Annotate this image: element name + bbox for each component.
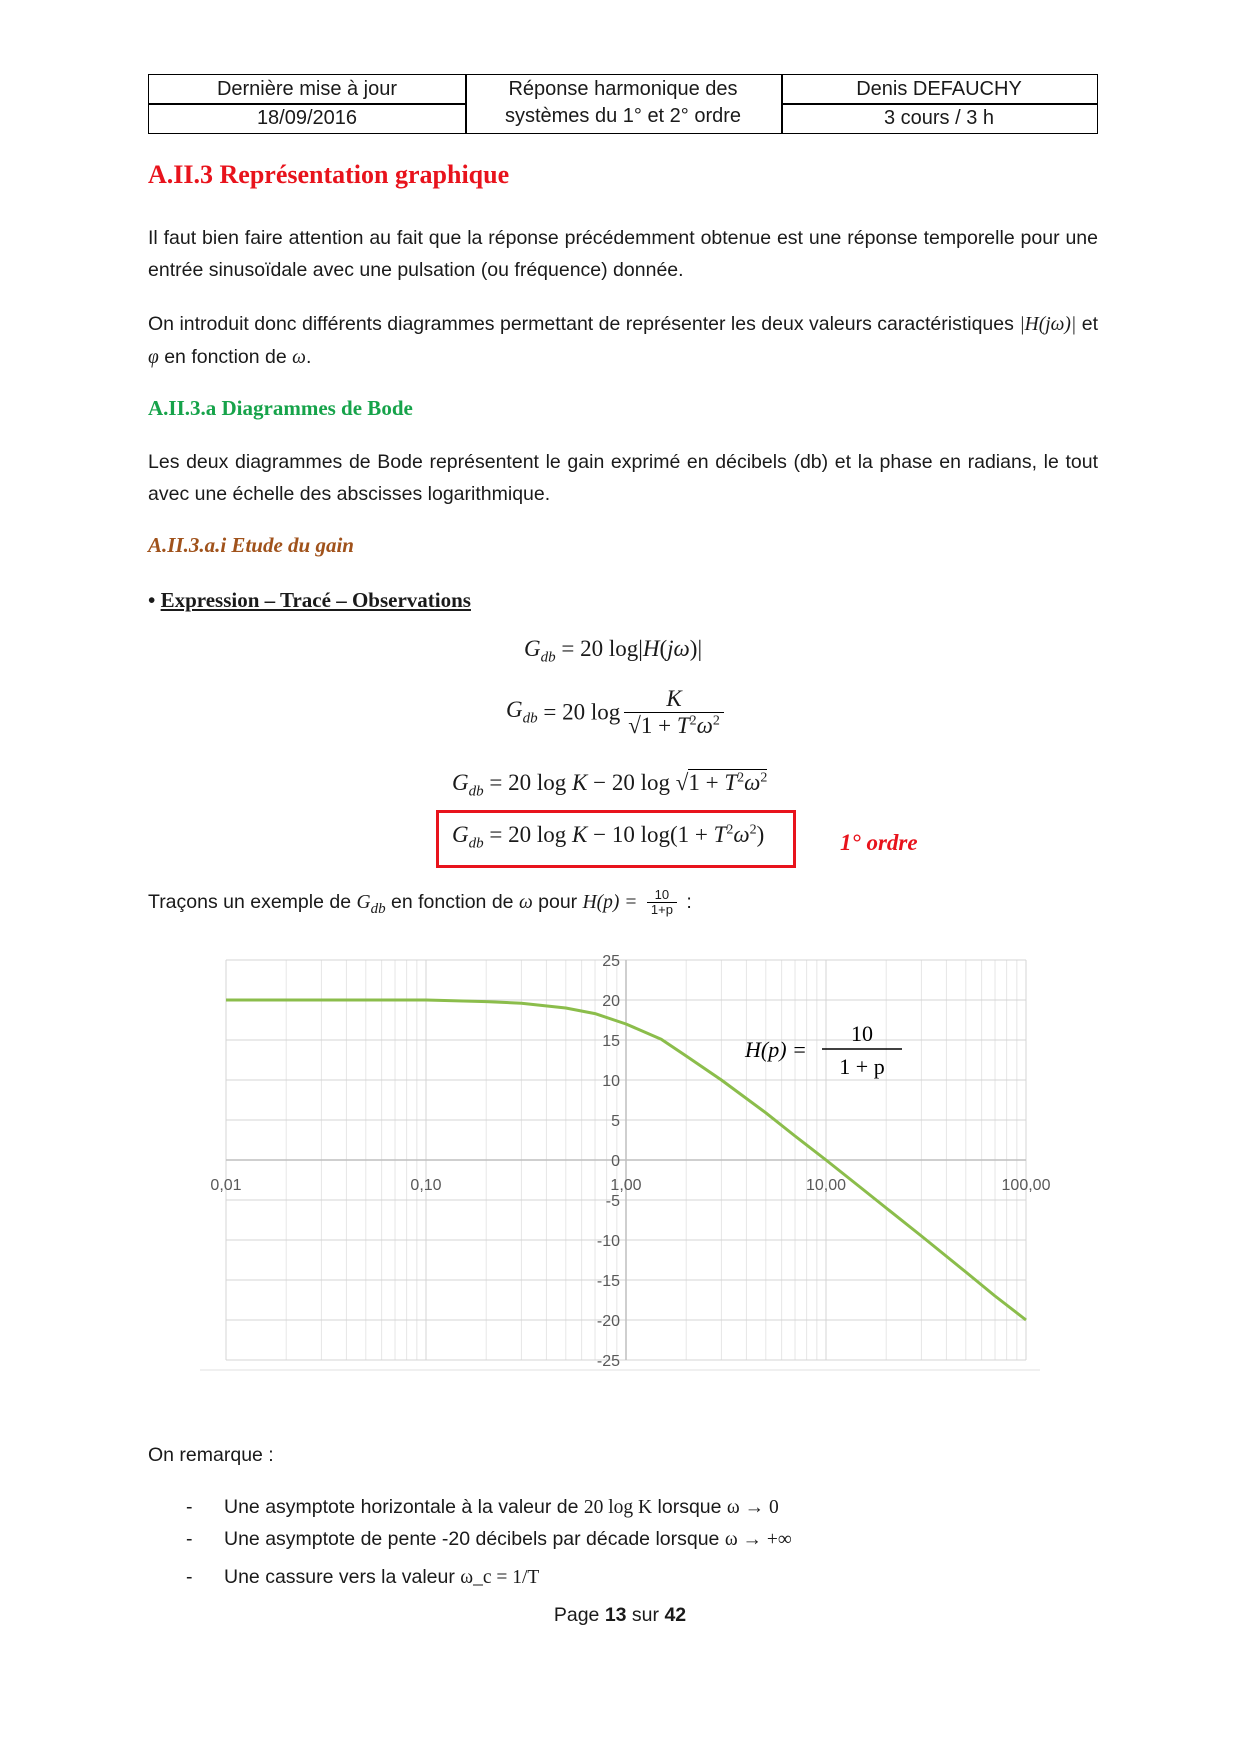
example-omega: ω — [518, 892, 533, 913]
header-title-line1: Réponse harmonique des — [508, 78, 738, 100]
chart-y-tick-label: 5 — [611, 1113, 620, 1130]
bullet-heading — [148, 588, 471, 613]
example-text-1: Traçons un exemple de — [148, 891, 352, 913]
chart-annotation-denominator: 1 + p — [839, 1054, 885, 1079]
paragraph-2-math-omega: ω — [292, 347, 306, 368]
example-transfer-fraction — [647, 888, 677, 917]
list-item-1-math: 20 log K — [583, 1497, 653, 1518]
chart-y-tick-label: -20 — [596, 1313, 620, 1330]
list-item-1 — [224, 1496, 779, 1519]
header-title-line2: systèmes du 1° et 2° ordre — [504, 105, 742, 127]
paragraph-2-math-modulus: |H(jω)| — [1019, 314, 1077, 335]
equation-2: $G_{db} = 20$ log $\frac{K}{√1 + T^2\omega^2}$ — [506, 686, 728, 739]
list-dash: - — [186, 1566, 193, 1588]
list-item-2-math: ω → +∞ — [724, 1529, 792, 1550]
footer-page-number: 13 — [604, 1604, 627, 1626]
paragraph-2 — [148, 308, 1098, 374]
example-gdb — [356, 892, 386, 917]
chart-x-tick-label: 0,10 — [410, 1177, 442, 1194]
example-frac-den: 1+p — [647, 902, 677, 917]
section-title: A.II.3 Représentation graphique — [148, 160, 510, 189]
chart-y-tick-label: -5 — [605, 1193, 620, 1210]
header-author: Denis DEFAUCHY — [856, 78, 1022, 100]
header-duration: 3 cours / 3 h — [883, 107, 995, 129]
list-dash: - — [186, 1528, 193, 1550]
chart-x-tick-label: 100,00 — [1001, 1177, 1051, 1194]
example-g: G — [356, 892, 371, 913]
footer-mid: sur — [626, 1604, 665, 1626]
paragraph-2-function-of: en fonction de — [158, 346, 293, 368]
paragraph-3: Les deux diagrammes de Bode représentent le gain exprimé en décibels (db) et la phase en radians, le tout avec une échelle des abscisses logarithmique. — [148, 451, 1098, 505]
chart-y-tick-label: 15 — [602, 1033, 620, 1050]
chart-y-tick-label: -10 — [596, 1233, 620, 1250]
example-text-3: pour — [538, 891, 578, 913]
remark-title: On remarque : — [148, 1444, 274, 1466]
bode-gain-chart — [200, 940, 1060, 1420]
header-last-update-label: Dernière mise à jour — [216, 78, 398, 100]
chart-y-tick-label: -15 — [596, 1273, 620, 1290]
example-transfer-lhs: H(p) = — [582, 892, 638, 913]
equation-3: $G_{db} = 20$ log K − 20 $\log √1 + T^2\omega^2$ — [452, 770, 768, 800]
list-item-2 — [224, 1528, 792, 1551]
example-g-sub: db — [370, 900, 386, 917]
paragraph-1: Il faut bien faire attention au fait que la réponse précédemment obtenue est une réponse temporelle pour une entrée sinusoïdale avec une pulsation (ou fréquence) donnée. — [148, 227, 1098, 281]
list-item-3-text: Une cassure vers la valeur — [224, 1566, 461, 1588]
page-footer — [0, 1604, 1240, 1627]
list-item-1-math2: ω → 0 — [726, 1497, 779, 1518]
equation-2-numerator: K — [666, 686, 682, 711]
equation-2-denominator: $√1 + T^2\omega^2$ — [624, 712, 724, 739]
equation-2-fraction — [624, 686, 724, 739]
header-date: 18/09/2016 — [256, 107, 358, 129]
first-order-label: 1° ordre — [840, 830, 918, 855]
paragraph-2-and: et — [1076, 313, 1098, 335]
paragraph-2-period: . — [305, 346, 312, 368]
equation-1: $G_{db} = 20$ log|H(jω)| — [524, 636, 703, 666]
list-item-3-math: ω_c = 1/T — [460, 1567, 540, 1588]
list-item-3 — [224, 1566, 539, 1589]
subsection-title: A.II.3.a Diagrammes de Bode — [148, 396, 413, 420]
chart-tick-labels — [210, 953, 1050, 1370]
list-item-1-text: Une asymptote horizontale à la valeur de — [224, 1496, 584, 1518]
footer-prefix: Page — [553, 1604, 605, 1626]
chart-x-tick-label: 0,01 — [210, 1177, 242, 1194]
list-item-1-text2: lorsque — [652, 1496, 727, 1518]
footer-total-pages: 42 — [664, 1604, 687, 1626]
chart-y-tick-label: 10 — [602, 1073, 620, 1090]
chart-x-tick-label: 1,00 — [610, 1177, 642, 1194]
bullet-dot-icon: • — [148, 588, 161, 612]
chart-x-tick-label: 10,00 — [805, 1177, 847, 1194]
header-table — [148, 74, 1098, 134]
list-item-2-text: Une asymptote de pente -20 décibels par décade lorsque — [224, 1528, 725, 1550]
chart-y-tick-label: -25 — [596, 1353, 620, 1370]
paragraph-2-text: On introduit donc différents diagrammes permettant de représenter les deux valeurs caractéristiques — [148, 313, 1014, 335]
example-frac-num: 10 — [654, 887, 670, 903]
chart-annotation-lhs: H(p) = — [745, 1037, 807, 1062]
paragraph-2-math-phi: φ — [148, 347, 159, 368]
example-colon: : — [686, 891, 692, 913]
chart-y-tick-label: 0 — [611, 1153, 620, 1170]
example-text-2: en fonction de — [391, 891, 514, 913]
example-sentence — [148, 886, 1098, 925]
chart-annotation-numerator: 10 — [851, 1021, 873, 1046]
subsubsection-title: A.II.3.a.i Etude du gain — [148, 533, 354, 557]
bullet-heading-text: Expression – Tracé – Observations — [160, 588, 471, 612]
equation-4: $G_{db} = 20$ log K − 10 $\log(1 + T^2\omega^2)$ — [452, 822, 765, 852]
chart-y-tick-label: 20 — [602, 993, 620, 1010]
list-dash: - — [186, 1496, 193, 1518]
chart-y-tick-label: 25 — [602, 953, 620, 970]
chart-annotation — [744, 1021, 902, 1079]
